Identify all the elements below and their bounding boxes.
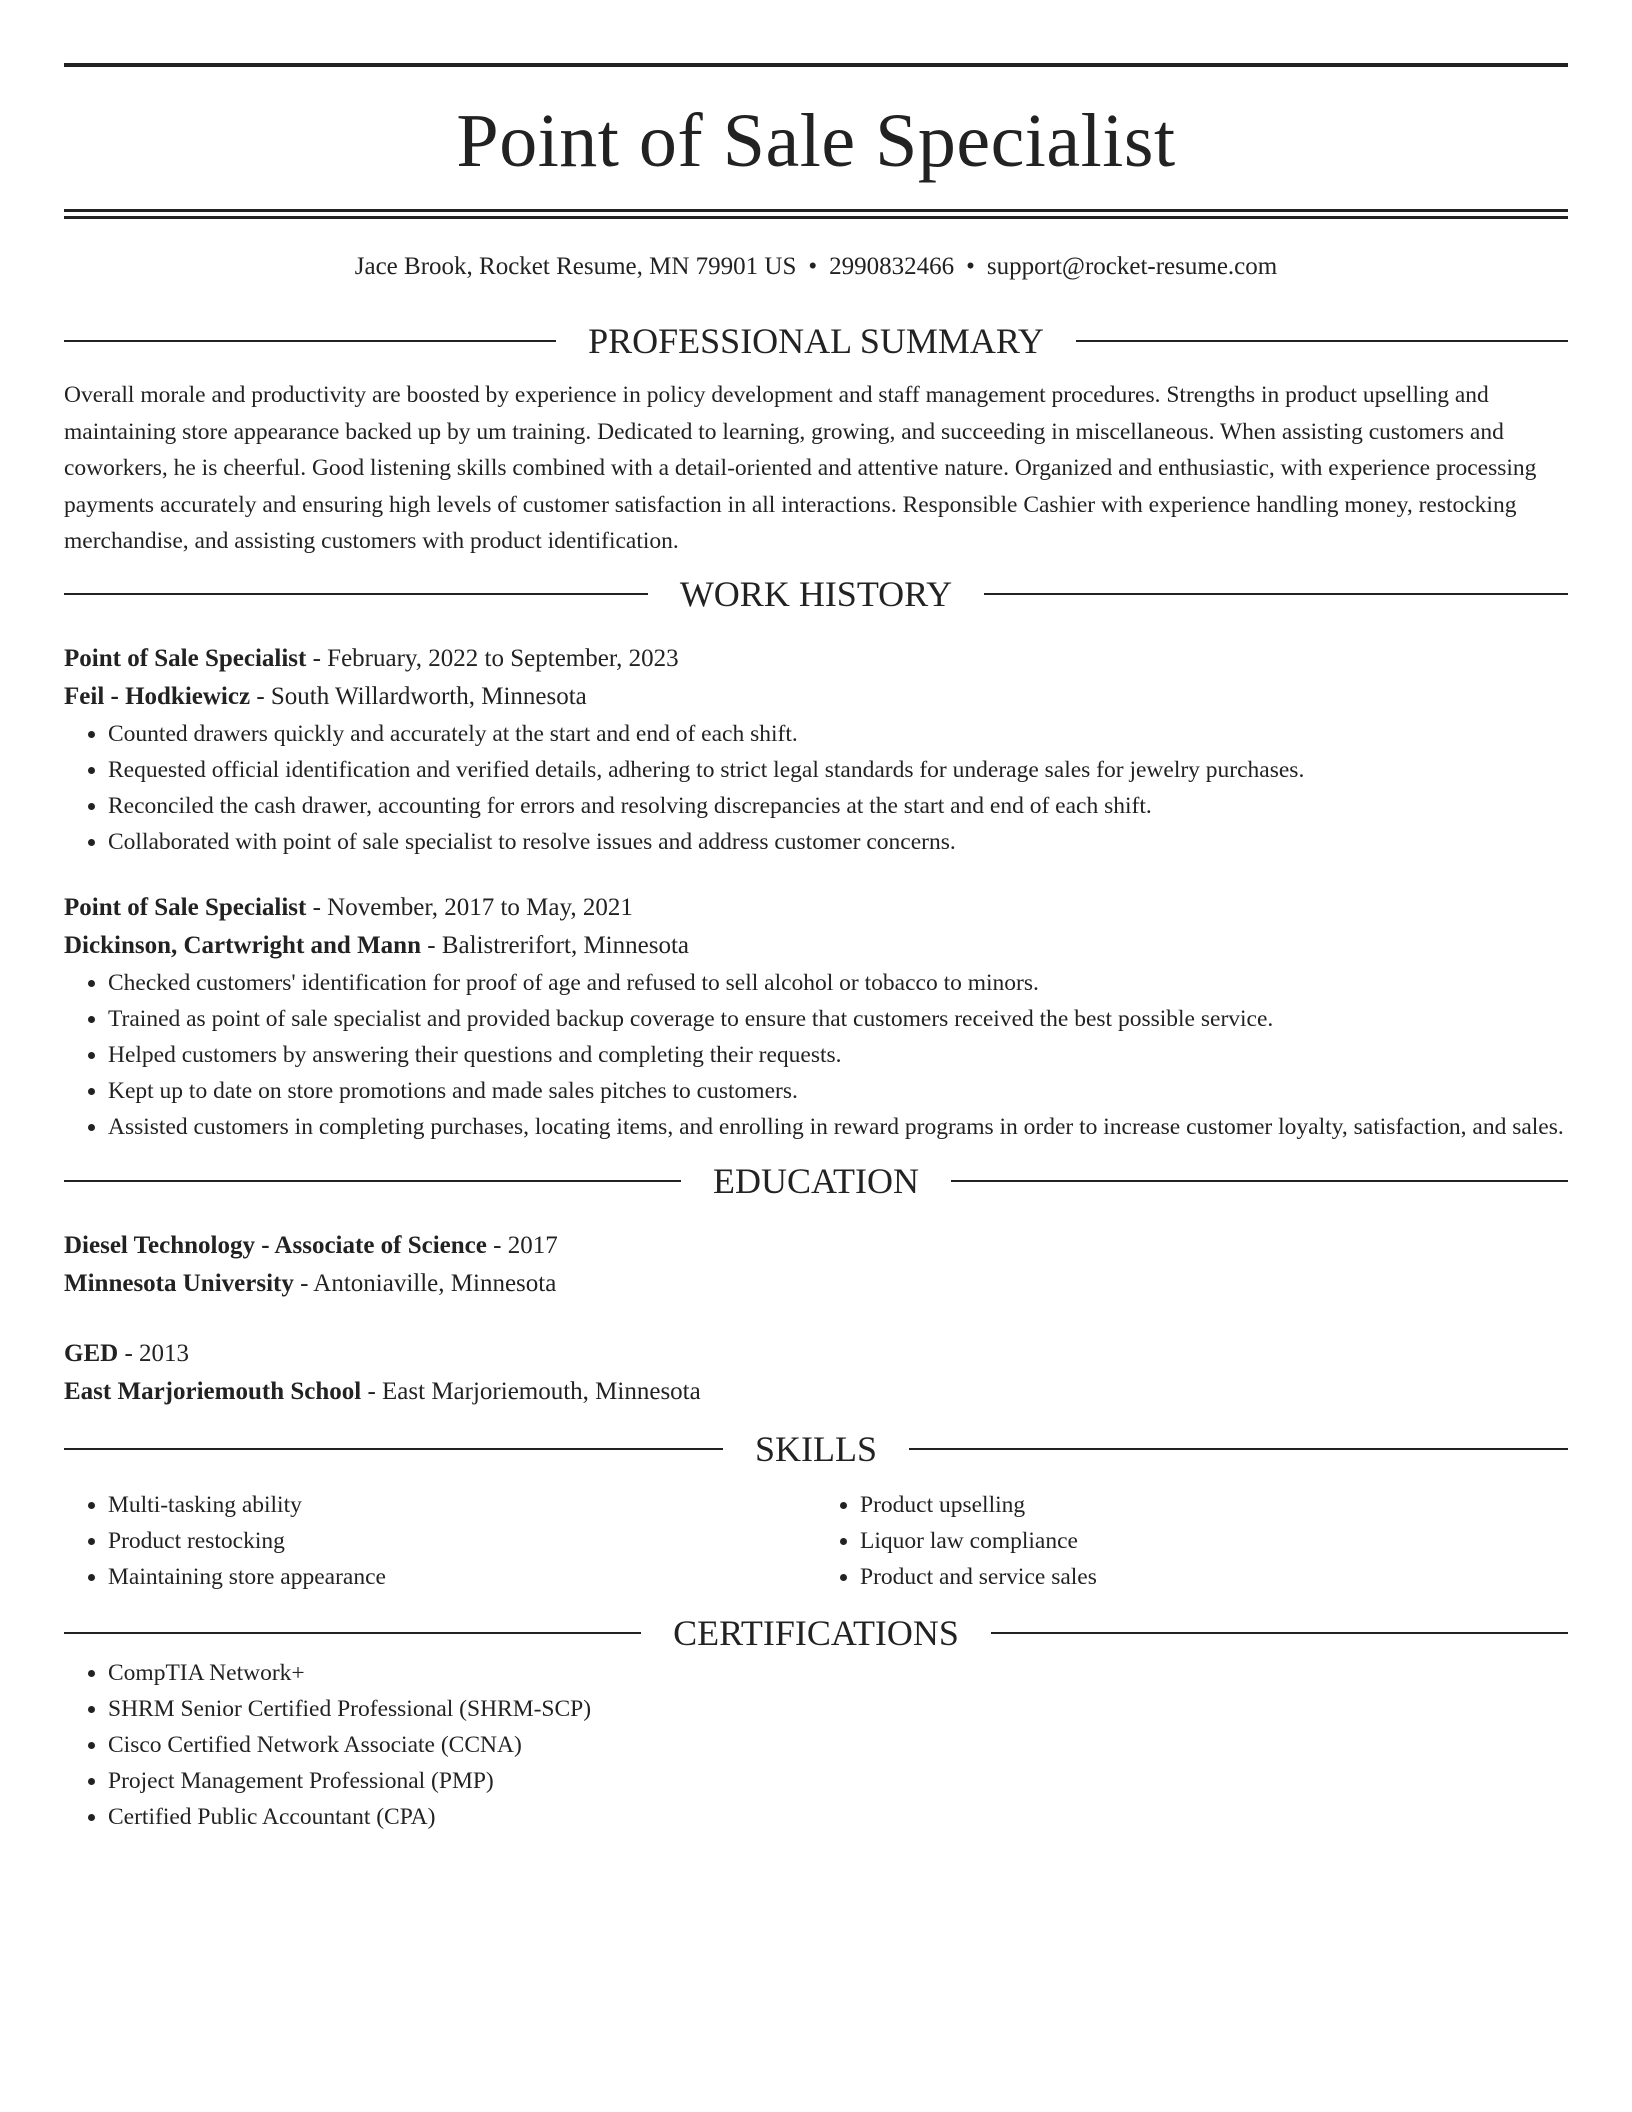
education-school-line: [64, 1373, 1568, 1411]
divider-line: [1076, 340, 1568, 342]
job-bullet-list: [64, 716, 1568, 860]
contact-separator: •: [966, 253, 975, 280]
section-title: EDUCATION: [713, 1160, 919, 1201]
education-degree: GED: [64, 1339, 119, 1367]
summary-text: Overall morale and productivity are boosted by experience in policy development and staff management procedures. Strengths in product upselling and maintaining store appearance backed up by um training. Dedicated to learning, growing, and succeeding in miscellaneous. When assisting customers and coworkers, he is cheerful. Good listening skills combined with a detail-oriented and attentive nature. Organized and enthusiastic, with experience processing payments accurately and ensuring high levels of customer satisfaction in all interactions. Responsible Cashier with experience handling money, restocking merchandise, and assisting customers with product identification.: [64, 382, 1537, 554]
certification-item: • CompTIA Network+: [108, 1655, 1568, 1691]
job-company: Feil - Hodkiewicz: [64, 682, 251, 710]
divider-line: [984, 593, 1568, 595]
job-entry: [64, 640, 1568, 716]
job-bullet: • Counted drawers quickly and accurately at the start and end of each shift.: [108, 716, 1568, 752]
divider-line: [64, 340, 556, 342]
job-role: Point of Sale Specialist: [64, 644, 307, 672]
section-header-certifications: [64, 1611, 1568, 1655]
education-year: - 2017: [486, 1231, 558, 1259]
skill-item: • Liquor law compliance: [860, 1523, 1568, 1559]
education-entry: [64, 1227, 1568, 1303]
divider-line: [991, 1632, 1568, 1634]
certification-item: • Certified Public Accountant (CPA): [108, 1799, 1568, 1835]
skills-columns: [64, 1487, 1568, 1595]
section-title: CERTIFICATIONS: [673, 1612, 959, 1653]
job-company: Dickinson, Cartwright and Mann: [64, 931, 421, 959]
education-entry: [64, 1335, 1568, 1411]
divider-line: [64, 1448, 723, 1450]
job-bullet: • Checked customers' identification for proof of age and refused to sell alcohol or tobacco to minors.: [108, 965, 1568, 1001]
job-role-line: [64, 889, 1568, 927]
skill-item: • Multi-tasking ability: [108, 1487, 816, 1523]
certifications-list: [64, 1655, 1568, 1835]
skill-item: • Product restocking: [108, 1523, 816, 1559]
certification-item: • Project Management Professional (PMP): [108, 1763, 1568, 1799]
skill-item: • Product upselling: [860, 1487, 1568, 1523]
title-double-rule: [64, 209, 1568, 219]
section-header-work-history: [64, 572, 1568, 616]
contact-address: Jace Brook, Rocket Resume, MN 79901 US: [354, 253, 797, 280]
divider-line: [909, 1448, 1568, 1450]
skills-list-left: [64, 1487, 816, 1595]
resume-title: Point of Sale Specialist: [456, 99, 1176, 183]
job-dates: - November, 2017 to May, 2021: [306, 893, 633, 921]
certification-item: • Cisco Certified Network Associate (CCNA): [108, 1727, 1568, 1763]
education-degree-line: [64, 1227, 1568, 1265]
section-header-skills: [64, 1427, 1568, 1471]
job-location: - Balistrerifort, Minnesota: [421, 931, 689, 959]
job-bullet: • Collaborated with point of sale specialist to resolve issues and address customer concerns.: [108, 824, 1568, 860]
contact-separator: •: [808, 253, 818, 280]
job-role: Point of Sale Specialist: [64, 893, 307, 921]
job-dates: - February, 2022 to September, 2023: [306, 644, 679, 672]
section-title: WORK HISTORY: [679, 573, 953, 614]
section-title: PROFESSIONAL SUMMARY: [588, 321, 1044, 361]
job-bullet: • Requested official identification and verified details, adhering to strict legal standards for underage sales for jewelry purchases.: [108, 752, 1568, 788]
certification-item: • SHRM Senior Certified Professional (SHRM-SCP): [108, 1691, 1568, 1727]
skill-item: • Maintaining store appearance: [108, 1559, 816, 1595]
education-location: - East Marjoriemouth, Minnesota: [361, 1377, 701, 1405]
education-school: Minnesota University: [64, 1269, 294, 1297]
job-company-line: [64, 678, 1568, 716]
contact-line: [64, 252, 1568, 282]
job-entry: [64, 889, 1568, 965]
education-degree-line: [64, 1335, 1568, 1373]
job-bullet: • Assisted customers in completing purchases, locating items, and enrolling in reward programs in order to increase customer loyalty, satisfaction, and sales.: [108, 1109, 1568, 1145]
contact-phone: 2990832466: [829, 253, 955, 280]
job-role-line: [64, 640, 1568, 678]
job-bullet: • Trained as point of sale specialist and provided backup coverage to ensure that customers received the best possible service.: [108, 1001, 1568, 1037]
divider-line: [951, 1180, 1568, 1182]
section-title: SKILLS: [755, 1428, 878, 1469]
contact-email: support@rocket-resume.com: [986, 253, 1278, 280]
section-header-summary: [64, 319, 1568, 363]
job-bullet-list: [64, 965, 1568, 1145]
divider-line: [64, 1632, 641, 1634]
skill-item: • Product and service sales: [860, 1559, 1568, 1595]
job-company-line: [64, 927, 1568, 965]
education-location: - Antoniaville, Minnesota: [293, 1269, 557, 1297]
education-school: East Marjoriemouth School: [64, 1377, 362, 1405]
skills-list-right: [816, 1487, 1568, 1595]
job-bullet: • Helped customers by answering their questions and completing their requests.: [108, 1037, 1568, 1073]
divider-line: [64, 1180, 681, 1182]
section-header-education: [64, 1159, 1568, 1203]
education-year: - 2013: [118, 1339, 190, 1367]
job-bullet: • Reconciled the cash drawer, accounting for errors and resolving discrepancies at the start and end of each shift.: [108, 788, 1568, 824]
job-bullet: • Kept up to date on store promotions and made sales pitches to customers.: [108, 1073, 1568, 1109]
education-degree: Diesel Technology - Associate of Science: [64, 1231, 487, 1259]
divider-line: [64, 593, 648, 595]
job-location: - South Willardworth, Minnesota: [250, 682, 587, 710]
education-school-line: [64, 1265, 1568, 1303]
